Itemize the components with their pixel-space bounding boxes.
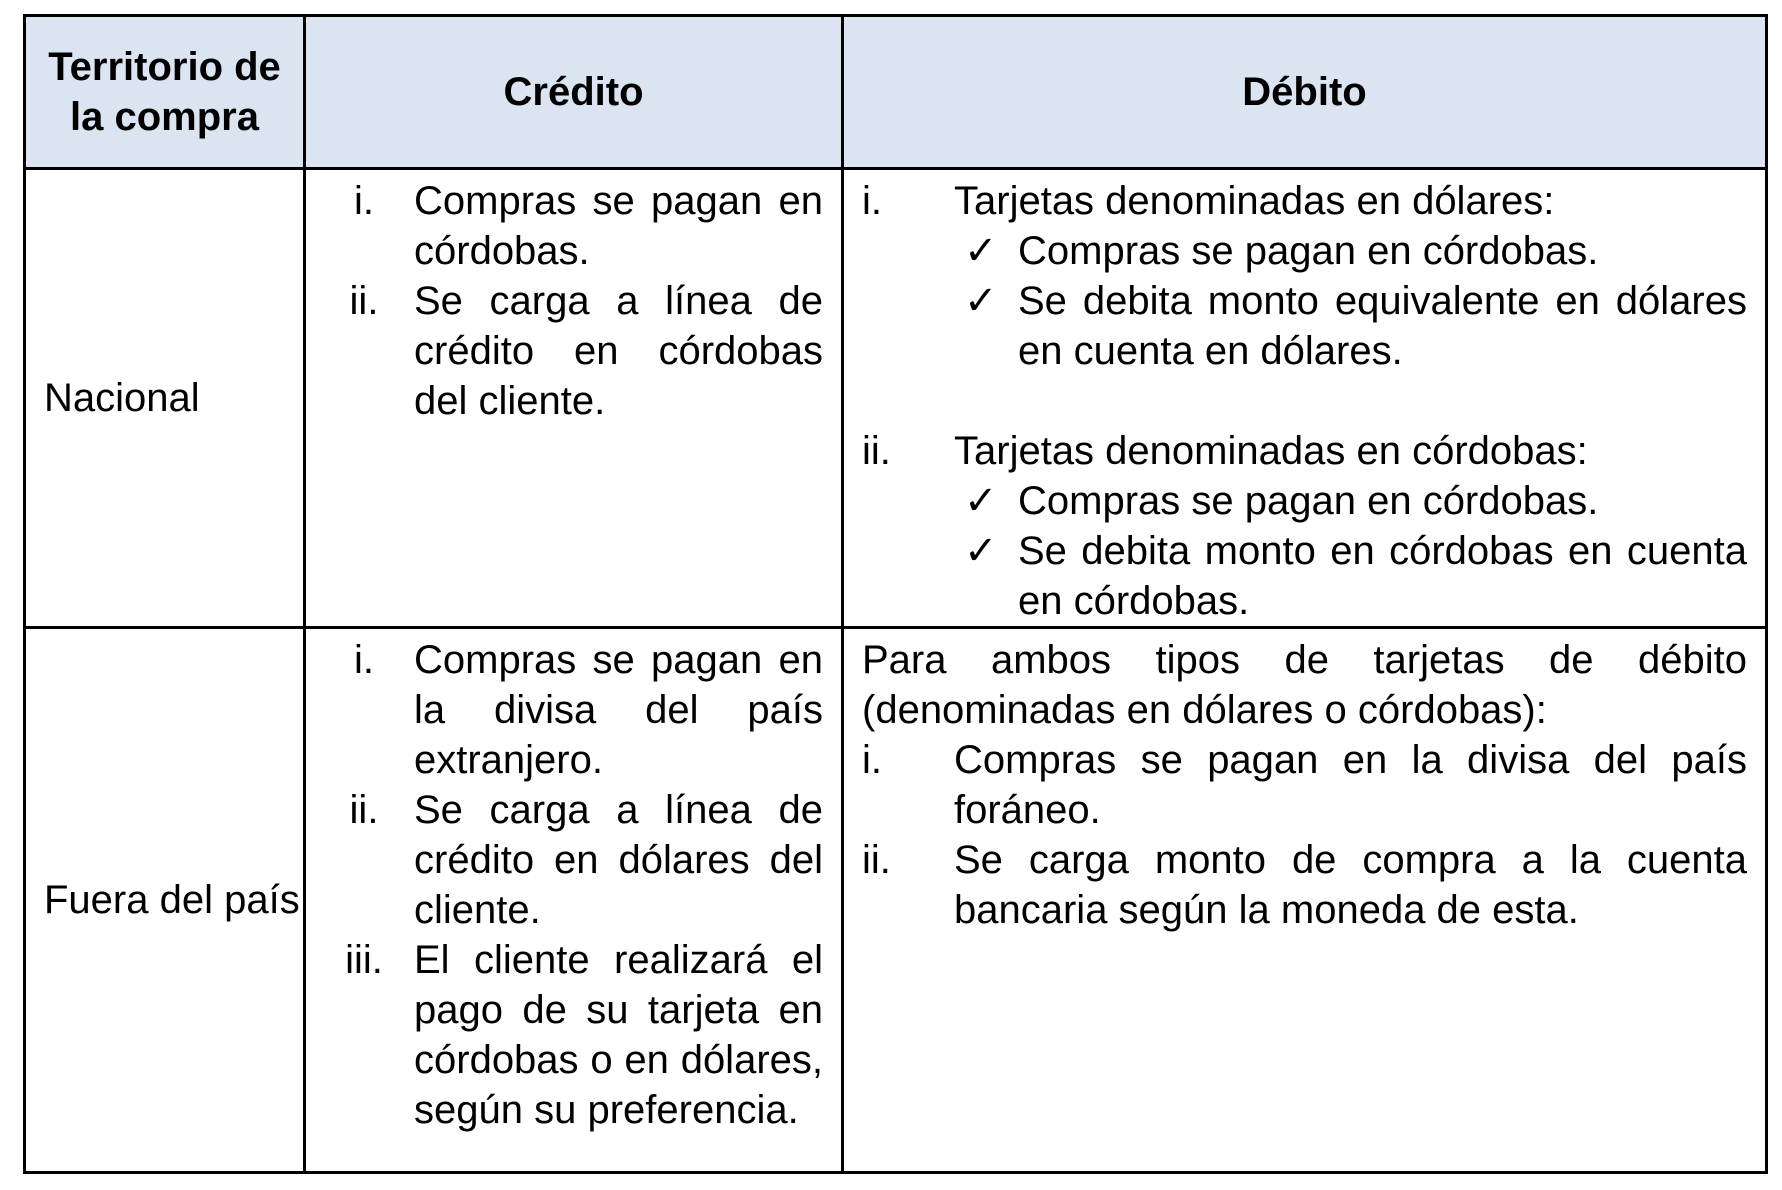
- item-number: ii.: [862, 429, 891, 473]
- list-item: [314, 635, 823, 785]
- list-item: [314, 935, 823, 1135]
- item-number: i.: [354, 638, 374, 682]
- check-item: [964, 226, 1747, 276]
- item-text: Se carga a línea de crédito en córdobas del cliente.: [414, 279, 823, 423]
- item-number: ii.: [349, 279, 379, 323]
- debit-abroad: [843, 628, 1767, 1173]
- list-item: [862, 735, 1747, 835]
- list-item: [862, 176, 1747, 226]
- territory-abroad: Fuera del país: [25, 628, 305, 1173]
- check-list: [964, 226, 1747, 376]
- check-icon: ✓: [964, 279, 998, 323]
- debit-national: [843, 169, 1767, 628]
- check-text: Se debita monto en córdobas en cuenta en córdobas.: [1018, 529, 1747, 623]
- item-number: ii.: [862, 838, 891, 882]
- item-number: ii.: [349, 788, 379, 832]
- item-text: Se carga a línea de crédito en dólares del cliente.: [414, 788, 823, 932]
- check-item: [964, 526, 1747, 626]
- debit-intro: Para ambos tipos de tarjetas de débito (denominadas en dólares o córdobas):: [862, 638, 1747, 732]
- check-list: [964, 476, 1747, 626]
- check-icon: ✓: [964, 479, 998, 523]
- item-text: Tarjetas denominadas en córdobas:: [954, 429, 1588, 473]
- row-abroad: [25, 628, 1767, 1173]
- list-item: [314, 276, 823, 426]
- credit-national: [305, 169, 843, 628]
- list-item: [314, 176, 823, 276]
- check-item: [964, 276, 1747, 376]
- check-text: Se debita monto equivalente en dólares en cuenta en dólares.: [1018, 279, 1747, 373]
- check-text: Compras se pagan en córdobas.: [1018, 479, 1599, 523]
- header-credit: Crédito: [305, 16, 843, 169]
- check-item: [964, 476, 1747, 526]
- item-number: iii.: [345, 938, 383, 982]
- item-text: Se carga monto de compra a la cuenta bancaria según la moneda de esta.: [954, 838, 1747, 932]
- item-number: i.: [862, 738, 882, 782]
- item-text: Compras se pagan en la divisa del país extranjero.: [414, 638, 823, 782]
- credit-abroad: [305, 628, 843, 1173]
- header-row: [25, 16, 1767, 169]
- check-icon: ✓: [964, 229, 998, 273]
- item-text: Compras se pagan en córdobas.: [414, 179, 823, 273]
- item-number: i.: [354, 179, 374, 223]
- territory-national: Nacional: [25, 169, 305, 628]
- card-purchase-table: [23, 14, 1768, 1174]
- item-text: El cliente realizará el pago de su tarjeta en córdobas o en dólares, según su preferencia.: [414, 938, 823, 1132]
- list-item: [862, 835, 1747, 935]
- check-icon: ✓: [964, 529, 998, 573]
- check-text: Compras se pagan en córdobas.: [1018, 229, 1599, 273]
- header-territory: Territorio de la compra: [25, 16, 305, 169]
- row-national: [25, 169, 1767, 628]
- item-text: Tarjetas denominadas en dólares:: [954, 179, 1555, 223]
- spacer: [862, 376, 1747, 426]
- list-item: [314, 785, 823, 935]
- item-number: i.: [862, 179, 882, 223]
- header-debit: Débito: [843, 16, 1767, 169]
- item-text: Compras se pagan en la divisa del país foráneo.: [954, 738, 1747, 832]
- list-item: [862, 426, 1747, 476]
